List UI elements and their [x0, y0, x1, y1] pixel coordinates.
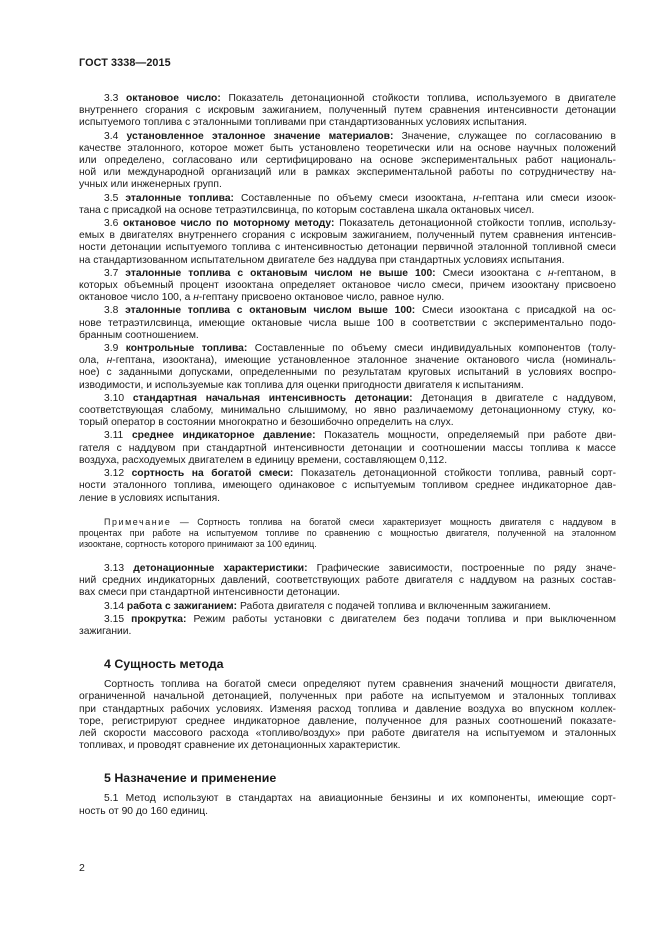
document-body — [79, 93, 616, 819]
text-line — [79, 242, 616, 254]
text-run: ление в условиях испытания. — [79, 492, 221, 504]
text-run: соответствующая слабому, минимально слышимому, но явно различаемому детонационному стуку, ко- — [79, 405, 616, 417]
text-run: воздуха, расходуемых двигателем в единицу времени, составляющем 0,112. — [79, 454, 448, 466]
text-run: октановое число 100, а — [79, 292, 194, 304]
text-run: тана с присадкой на основе тетраэтилсвинца, по которым составлена шкала октановых чисел. — [79, 204, 535, 216]
paragraph-p3-3 — [79, 93, 616, 130]
paragraph-p3-15 — [79, 614, 616, 638]
text-run: Составленные по объему смеси индивидуальных компонентов (толу- — [247, 343, 616, 355]
text-run: нове тетраэтилсвинца, имеющие октановые числа выше 100 в соответствии с экспериментально подо- — [79, 317, 616, 329]
text-run: 3.7 — [104, 267, 126, 279]
text-run: Показатель детонационной стойкости топлива, равный сорт- — [293, 468, 617, 480]
text-run: 3.4 — [104, 130, 127, 142]
text-line — [79, 614, 616, 626]
text-run: -гептаном, в — [553, 267, 616, 279]
text-line — [79, 167, 616, 179]
text-run: торый оператор в состоянии многократно и безошибочно определить на слух. — [79, 417, 454, 429]
text-run: н — [106, 355, 113, 367]
text-line — [79, 679, 616, 691]
text-run: ной или международной организаций или в рамках экспериментальной работы по сотрудничеству на- — [79, 167, 616, 179]
text-line — [79, 218, 616, 230]
note-block — [79, 517, 616, 550]
text-line — [79, 230, 616, 242]
text-run: изводимости, и используемые как топлива для оценки пригодности двигателя к испытаниям. — [79, 379, 524, 391]
text-run: 3.13 — [104, 562, 134, 574]
text-line — [79, 355, 616, 367]
text-run: 3.8 — [104, 305, 126, 317]
term: сортность на богатой смеси: — [131, 468, 294, 480]
text-run: бранным соотношением. — [79, 329, 199, 341]
text-line — [79, 305, 616, 317]
text-run: топливах, и проводят сравнение их детонационных характеристик. — [79, 740, 401, 752]
term: установленное эталонное значение материалов: — [126, 130, 394, 142]
text-line — [79, 563, 616, 575]
text-line — [79, 601, 616, 613]
text-run: 3.12 — [104, 468, 132, 480]
paragraph-p3-11 — [79, 430, 616, 467]
text-run: Детонация в двигателе с наддувом, — [412, 392, 616, 404]
text-run: торе, регистрируют среднее индикаторное давление, полученное для разных соотношений показате- — [79, 715, 616, 727]
text-line — [79, 179, 616, 191]
text-run: Смеси изооктана с присадкой на ос- — [415, 305, 616, 317]
text-line — [79, 343, 616, 355]
text-run: -гептана или смеси изоок- — [478, 192, 617, 204]
term: эталонные топлива с октановым числом не выше 100: — [125, 267, 436, 279]
text-run: ограниченной начальной детонацией, полученных при работе на испытуемом и эталонных топливах — [79, 691, 616, 703]
text-line — [79, 280, 616, 292]
text-line — [79, 468, 616, 480]
text-line — [79, 155, 616, 167]
text-run: Показатель детонационной стойкости топлива, используемого в двигателе — [220, 93, 616, 104]
text-line — [79, 131, 616, 143]
text-line — [79, 691, 616, 703]
text-run: ности эталонного топлива, имеющего одинаковое с испытуемым топливом среднее индикаторное дав- — [79, 480, 616, 492]
text-run: 3.14 — [104, 600, 127, 612]
text-run: ность от 90 до 160 единиц. — [79, 805, 208, 817]
text-line — [79, 117, 616, 129]
text-run: зажигании. — [79, 626, 132, 637]
text-run: лей скорости массового расхода «топливо/воздух» при работе двигателя на испытуемом и эталонных — [79, 728, 616, 740]
term: октановое число: — [126, 93, 221, 104]
text-line — [79, 704, 616, 716]
text-run: или определено, согласовано или сертифицировано на основе экспериментальных работ националь- — [79, 155, 616, 167]
paragraph-p3-12 — [79, 468, 616, 505]
text-line — [79, 455, 616, 467]
text-run: н — [547, 267, 554, 279]
text-line — [79, 393, 616, 405]
text-line — [79, 493, 616, 505]
text-line — [79, 587, 616, 599]
text-line — [79, 793, 616, 805]
text-run: емых в двигателях внутреннего сгорания с искровым зажиганием, полученный путем сравнения интенсив- — [79, 230, 616, 242]
term: стандартная начальная интенсивность детонации: — [132, 392, 413, 404]
text-run: Сортность топлива на богатой смеси определяют путем сравнения значений мощности двигателя, — [104, 679, 616, 691]
term: детонационные характеристики: — [133, 562, 308, 574]
note-line — [79, 517, 616, 528]
text-run: Графические зависимости, построенные по ряду значе- — [307, 562, 616, 574]
text-line — [79, 93, 616, 105]
text-run: гателя с наддувом при стандартной интенсивности детонации и соотношении массы топлива к массе — [79, 442, 616, 454]
definitions-list-continued — [79, 563, 616, 638]
text-run: на стандартизованном испытательном двигателе без наддува при стандартных условиях испытания. — [79, 254, 565, 266]
paragraph-p3-14 — [79, 601, 616, 613]
text-run: Значение, служащее по согласованию в — [393, 130, 616, 142]
text-line — [79, 728, 616, 740]
paragraph-p3-13 — [79, 563, 616, 600]
term: октановое число по моторному методу: — [123, 218, 335, 230]
text-run: качестве эталонного, которое может быть установлено теоретически или на основе научных положений — [79, 142, 616, 154]
text-run: 3.5 — [104, 192, 126, 204]
note-label: Примечание — [104, 516, 172, 527]
text-run: 3.9 — [104, 343, 126, 355]
text-run: н — [473, 192, 479, 204]
note-line: процентах при работе на испытуемом топливе по сравнению с мощностью двигателя, полученной на эталонном — [79, 527, 616, 538]
text-run: -гептану присвоено октановое число, равное нулю. — [198, 292, 445, 304]
paragraph-p3-10 — [79, 393, 616, 430]
text-run: которых объемный процент изооктана определяет октановое число смеси, причем изооктану присвоено — [79, 280, 616, 292]
text-run: учных или инженерных групп. — [79, 179, 222, 191]
paragraph-p3-7 — [79, 268, 616, 305]
text-line — [79, 626, 616, 638]
term: работа с зажиганием: — [126, 600, 238, 612]
text-line — [79, 417, 616, 429]
paragraph-p3-6 — [79, 218, 616, 267]
definitions-list — [79, 93, 616, 505]
text-run: Режим работы установки с двигателем без подачи топлива и при выключенном — [186, 613, 616, 625]
text-line — [79, 193, 616, 205]
section-4-body — [79, 679, 616, 752]
text-line — [79, 575, 616, 587]
term: эталонные топлива с октановым числом выше 100: — [125, 305, 416, 317]
text-run: внутреннего сгорания с искровым зажиганием, полученный путем сравнения интенсивности детонации — [79, 105, 616, 117]
text-run: Показатель детонационной стойкости топлив, использу- — [334, 218, 616, 230]
text-run: -гептана, изооктана), имеющие установленное эталонное значение октанового числа (номиналь- — [112, 355, 616, 367]
text-run: ола, — [79, 355, 107, 367]
paragraph-p3-4 — [79, 131, 616, 192]
text-line — [79, 268, 616, 280]
text-line — [79, 367, 616, 379]
note-line: изооктане, сортность которого принимают за 100 единиц. — [79, 538, 317, 549]
text-run: ности детонации испытуемого топлива с интенсивностью детонации первичной эталонной топливной смеси — [79, 242, 616, 254]
text-run: ний средних индикаторных давлений, соответствующих работе двигателя с наддувом на разных состав- — [79, 575, 616, 587]
text-run: 3.15 — [104, 613, 132, 625]
text-line — [79, 405, 616, 417]
text-run: 3.11 — [104, 430, 132, 442]
page-number: 2 — [79, 862, 85, 874]
text-run: Составленные по объему смеси изооктана, — [233, 192, 474, 204]
paragraph-p3-8 — [79, 305, 616, 342]
text-line — [79, 806, 616, 818]
text-line — [79, 143, 616, 155]
text-run: Смеси изооктана с — [435, 267, 548, 279]
term: эталонные топлива: — [125, 192, 234, 204]
text-run: вах смеси при стандартной интенсивности детонации. — [79, 587, 340, 599]
text-line — [79, 430, 616, 442]
text-line — [79, 105, 616, 117]
term: прокрутка: — [131, 613, 187, 625]
section-5-heading: 5 Назначение и применение — [104, 771, 277, 786]
note-text: — Сортность топлива на богатой смеси характеризует мощность двигателя с наддувом в — [171, 516, 616, 527]
text-run: Показатель мощности, определяемый при работе дви- — [315, 430, 616, 442]
text-run: 3.10 — [104, 392, 133, 404]
text-line — [79, 205, 616, 217]
text-run: испытуемого топлива с эталонными топливами при стандартизованных условиях испытания. — [79, 117, 528, 129]
text-run: н — [193, 292, 199, 304]
text-line — [79, 380, 616, 392]
text-line — [79, 443, 616, 455]
text-line — [79, 480, 616, 492]
text-run: 3.3 — [104, 93, 126, 104]
text-run: ное) с заданными допусками, определенными по результатам круговых испытаний в условиях воспро- — [79, 367, 616, 379]
text-run: 5.1 Метод используют в стандартах на авиационные бензины и их компоненты, имеющие сорт- — [104, 793, 616, 805]
paragraph-p4 — [79, 679, 616, 752]
text-line — [79, 330, 616, 342]
text-run: Работа двигателя с подачей топлива и включенным зажиганием. — [237, 600, 551, 612]
section-4-heading: 4 Сущность метода — [104, 657, 224, 672]
paragraph-p5-1 — [79, 793, 616, 817]
paragraph-p3-9 — [79, 343, 616, 392]
text-line — [79, 318, 616, 330]
term: контрольные топлива: — [125, 343, 248, 355]
text-line — [79, 740, 616, 752]
term: среднее индикаторное давление: — [131, 430, 316, 442]
text-line — [79, 255, 616, 267]
text-line — [79, 716, 616, 728]
section-5-body — [79, 793, 616, 817]
text-run: 3.6 — [104, 218, 123, 230]
text-line — [79, 292, 616, 304]
paragraph-p3-5 — [79, 193, 616, 217]
text-run: при стандартных рабочих условиях. Изменяя расход топлива и давление воздуха во впускном коллек- — [79, 703, 616, 715]
document-header: ГОСТ 3338—2015 — [79, 57, 171, 69]
